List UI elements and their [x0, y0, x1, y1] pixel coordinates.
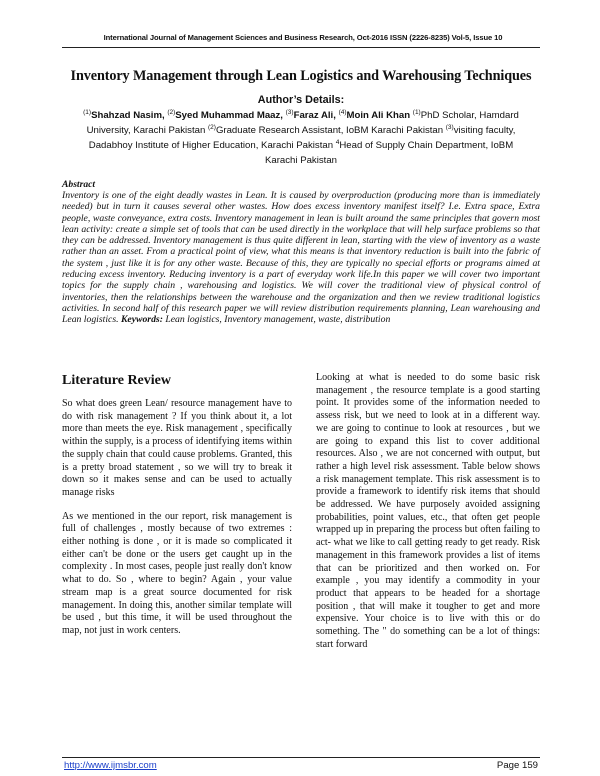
author-4-name: Moin Ali Khan: [346, 110, 413, 121]
paragraph: As we mentioned in the our report, risk management is full of challenges , mostly because of two extremes : either nothing is done , or it is made so complicated it either can't be done or the users get caught up in the complexity . In most cases, people just really don't know what to do. So , where to begin? Again , your value stream map is a great source documented for risk management. In doing this, another similar template will be used , but this time, it will be used throughout the map, not just in work centers.: [62, 510, 292, 636]
keywords-label: Keywords:: [120, 314, 163, 326]
authors-heading: Author’s Details:: [257, 94, 345, 106]
affiliation-1: PhD Scholar, Hamdard University, Karachi Pakistan: [86, 110, 519, 136]
keywords-list: Lean logistics, Inventory management, waste, distribution: [162, 314, 391, 326]
author-3-name: Faraz Ali,: [293, 110, 339, 121]
abstract-body: [62, 190, 540, 326]
page-number: Page 159: [496, 760, 538, 771]
header-divider: [62, 47, 540, 48]
paragraph: Looking at what is needed to do some basic risk management , the resource template is a good starting point. It provides some of the information needed to assess risk, but we need to look at in a different way. we are going to continue to look at resources , but we are going to expand this list to cover additional resources. Also , we are not concerned with output, but rather a high level risk assessment. Table below shows a risk management template. This risk assessment is to provide a framework to identify risk items that should be addressed. We have purposely avoided assigning probabilities, point values, etc., that often get people wrapped up in preparing the process but often failing to act- what we like to call getting ready to get ready. Risk management in this framework provides a list of items that can be prioritized and then worked on. For example , you may identify a commodity in your product that appears to be headed for a shortage position , that will make it tougher to get and more expensive. Your choice is to live with this or do something. The " do something can be a lot of things: start forward: [316, 372, 540, 650]
author-2-marker: (2): [167, 108, 176, 116]
affiliation-4: Head of Supply Chain Department, IoBM Karachi Pakistan: [265, 140, 514, 166]
author-1-name: Shahzad Nasim,: [91, 110, 168, 121]
affiliation-2-marker: (2): [207, 123, 216, 131]
author-4-marker: (4): [338, 108, 347, 116]
affiliation-1-marker: (1): [412, 108, 421, 116]
section-title: Literature Review: [62, 373, 171, 388]
paper-title: Inventory Management through Lean Logistics and Warehousing Techniques: [70, 68, 532, 84]
paragraph: So what does green Lean/ resource management have to do with risk management ? If you think about it, a lot more than meets the eye. Risk management , specifically within the supply, is a process of identifying items within the supply chain that could cause problems. Granted, this is a pretty broad statement , so we will try to break it down so it makes sense and can be used to actually manage risks: [62, 398, 292, 498]
affiliation-3: visiting faculty, Dadabhoy Institute of Higher Education, Karachi Pakistan: [88, 125, 516, 151]
right-column: [316, 372, 540, 651]
author-3-marker: (3): [285, 108, 294, 116]
affiliation-2: Graduate Research Assistant, IoBM Karachi Pakistan: [215, 125, 446, 136]
footer-divider: [62, 757, 540, 758]
journal-header: International Journal of Management Sciences and Business Research, Oct-2016 ISSN (2226-8235) Vol-5, Issue 10: [103, 33, 503, 42]
author-1-marker: (1): [83, 108, 92, 116]
author-affiliations: [80, 108, 522, 168]
affiliation-4-marker: 4: [335, 138, 340, 146]
left-column: [62, 398, 292, 649]
keywords: [121, 314, 390, 325]
abstract-text: Inventory is one of the eight deadly wastes in Lean. It is caused by overproduction (producing more than is immediately needed) but in turn it causes several other wastes. How does excess inventory manifest itself? I.e. Extra space, Extra people, waste conveyance, extra costs. Inventory management in lean is built around the same principles that govern most lean activity: create a simple set of tools that can be used directly in the workplace that will help surface problems so that they can be addressed. Inventory management is thus quite different in lean, starting with the view of inventory as a waste rather than an asset. From a practical point of view, what this means is that inventory reduction is built into the fabric of the system , just like it is for any other waste. Because of this, they are typically no special efforts or programs aimed at reducing excess inventory. Reducing inventory is a part of everyday work life.In this paper we will cover two important topics for the supply chain , warehousing and logistics. We will cover the traditional view of physical control of inventories, then the relationships between the warehouse and the organization and then we review traditional logistics activities. In second half of this research paper we will review distribution requirements planning, Lean warehousing and Lean logistics.: [62, 190, 540, 326]
abstract-heading: Abstract: [62, 179, 96, 190]
affiliation-3-marker: (3): [445, 123, 454, 131]
author-2-name: Syed Muhammad Maaz,: [175, 110, 286, 121]
journal-link[interactable]: http://www.ijmsbr.com: [64, 760, 157, 771]
